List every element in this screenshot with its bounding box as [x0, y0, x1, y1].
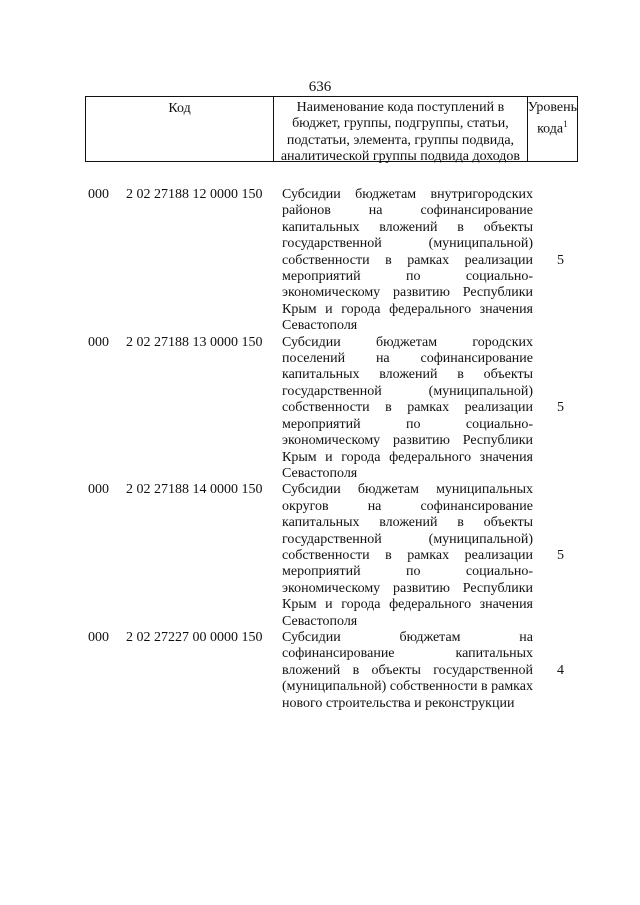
row-code: 2 02 27188 12 0000 150	[126, 187, 263, 202]
row-admin-code: 000	[88, 629, 109, 645]
row-level	[533, 630, 588, 712]
page-number: 636	[308, 79, 332, 95]
row-name: Субсидии бюджетам городских поселений на софинансирование капитальных вложений в объекты государственной (муниципальной) собственности в рамках реализации мероприятий по социально-экономическому развитию Республики Крым и города федерального значения Севастополя	[282, 334, 533, 481]
row-name: Субсидии бюджетам на софинансирование капитальных вложений в объекты государственной (муниципальной) собственности в рамках нового строительства и реконструкции	[282, 629, 533, 711]
table-row	[88, 482, 588, 630]
row-level-value: 5	[557, 252, 564, 268]
table-row	[88, 187, 588, 335]
table-body	[88, 187, 588, 712]
row-name: Субсидии бюджетам муниципальных округов на софинансирование капитальных вложений в объекты государственной (муниципальной) собственности в рамках реализации мероприятий по социально-экономическому развитию Республики Крым и города федерального значения Севастополя	[282, 482, 533, 629]
table-row	[88, 630, 588, 712]
row-admin-code: 000	[88, 187, 109, 202]
header-code: Код	[86, 97, 274, 161]
header-level-footnote: 1	[563, 119, 568, 130]
row-code: 2 02 27227 00 0000 150	[126, 629, 263, 645]
table-row	[88, 335, 588, 483]
header-level-label: Уровень кода	[527, 100, 577, 137]
header-name: Наименование кода поступлений в бюджет, группы, подгруппы, статьи, подстатьи, элемента, группы подвида, аналитической группы подвида доходов	[274, 97, 528, 161]
row-level-value: 4	[557, 662, 564, 678]
row-level-value: 5	[557, 400, 564, 416]
row-code: 2 02 27188 13 0000 150	[126, 334, 263, 350]
row-admin-code: 000	[88, 482, 109, 498]
row-admin-code: 000	[88, 334, 109, 350]
row-level	[533, 187, 588, 335]
row-level	[533, 482, 588, 630]
table-header	[85, 96, 578, 162]
row-level-value: 5	[557, 547, 564, 563]
row-level	[533, 335, 588, 483]
row-code: 2 02 27188 14 0000 150	[126, 482, 263, 498]
header-level	[528, 97, 577, 161]
row-name: Субсидии бюджетам внутригородских районов на софинансирование капитальных вложений в объекты государственной (муниципальной) собственности в рамках реализации мероприятий по социально-экономическому развитию Республики Крым и города федерального значения Севастополя	[282, 187, 533, 334]
